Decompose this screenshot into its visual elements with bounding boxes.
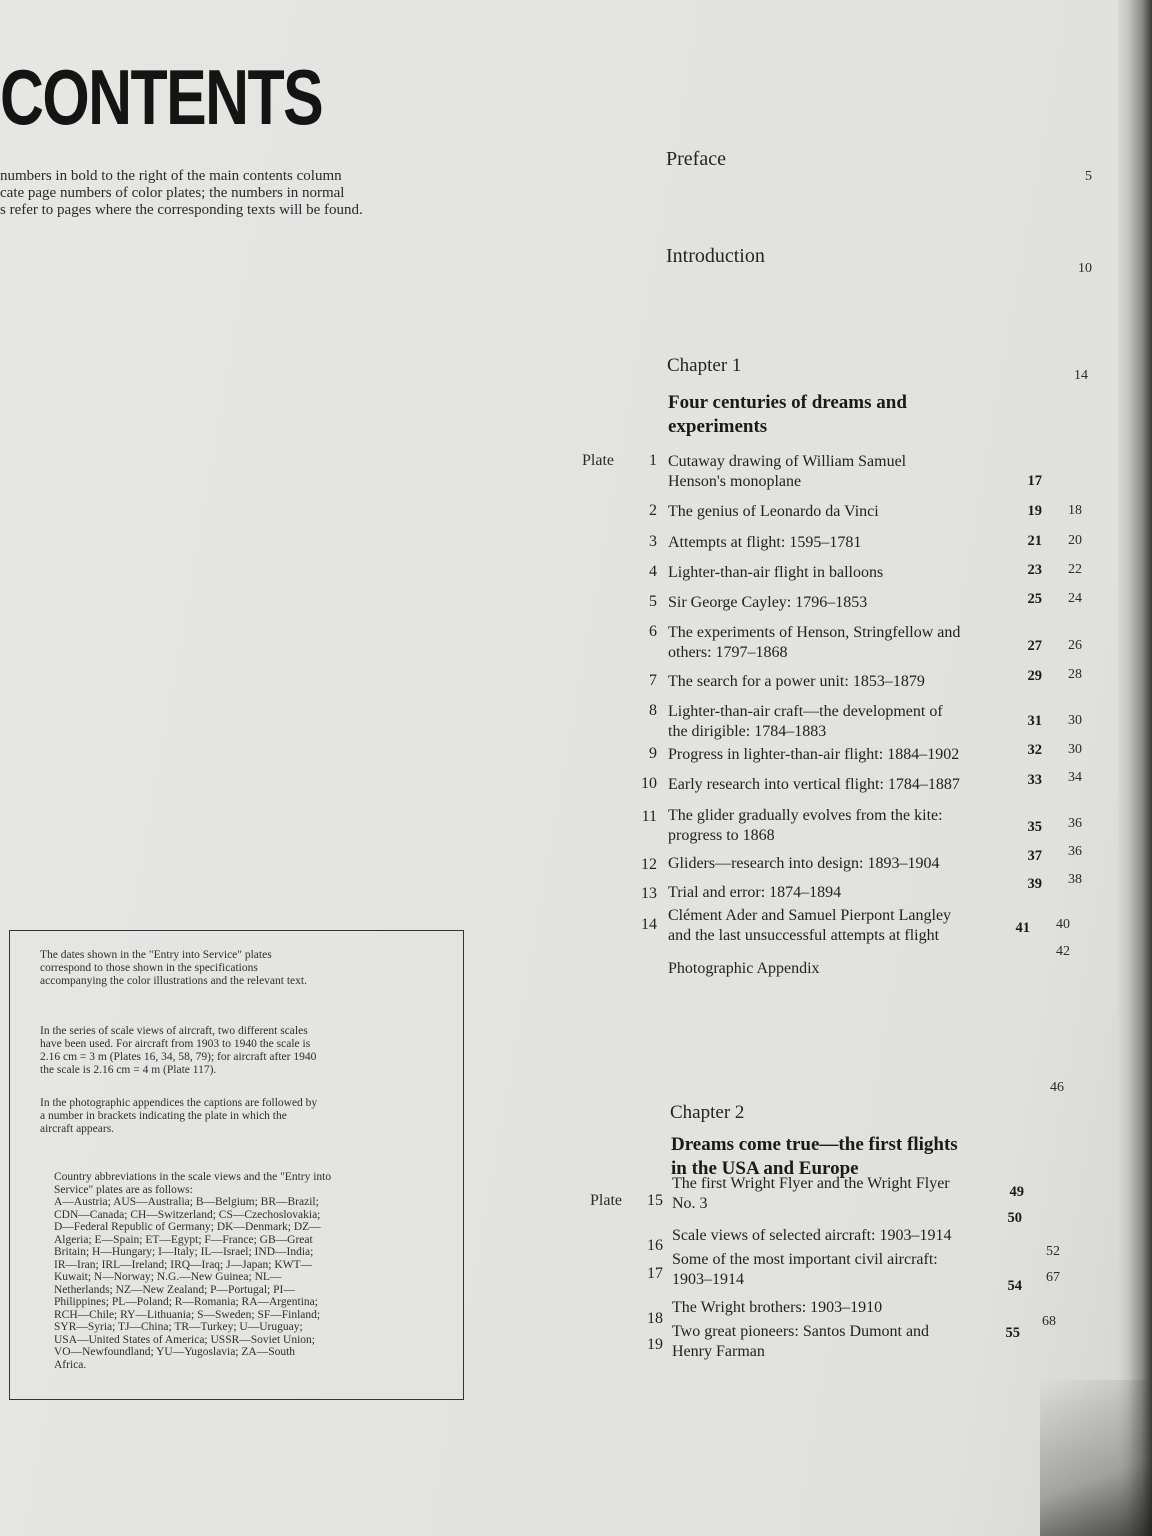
plate-number: 7 (649, 672, 657, 689)
plate-number: 5 (649, 593, 657, 610)
intro-note-line: cate page numbers of color plates; the numbers in normal (0, 185, 345, 201)
scale-note (40, 1025, 370, 1077)
note-line: IR—Iran; IRL—Ireland; IRQ—Iraq; J—Japan; KWT— (54, 1258, 313, 1271)
plate-title (672, 1174, 992, 1214)
photographic-appendix-page: 42 (1056, 944, 1070, 959)
plate-title (672, 1250, 992, 1290)
plate-title (672, 1298, 992, 1318)
plate-title (672, 1322, 992, 1362)
appendix-caption-note (40, 1097, 370, 1136)
plate-title (668, 702, 988, 742)
note-line: Kuwait; N—Norway; N.G.—New Guinea; NL— (54, 1271, 282, 1283)
note-line: VO—Newfoundland; YU—Yugoslavia; ZA—South (54, 1346, 296, 1358)
plate-title-line: Lighter-than-air flight in balloons (668, 564, 884, 581)
plate-title-line: Cutaway drawing of William Samuel (668, 453, 907, 470)
note-line: have been used. For aircraft from 1903 to 1940 the scale is (40, 1038, 311, 1050)
plate-title-line: Some of the most important civil aircraft: (672, 1251, 938, 1268)
plate-title (668, 906, 988, 946)
plate-title-line: The genius of Leonardo da Vinci (668, 503, 879, 520)
plate-title (668, 533, 988, 553)
plate-label: Plate (582, 452, 614, 469)
note-line: CDN—Canada; CH—Switzerland; CS—Czechoslovakia; (54, 1208, 321, 1221)
plate-title-line: The Wright brothers: 1903–1910 (672, 1299, 883, 1316)
plate-title-line: Henry Farman (672, 1343, 765, 1360)
plate-page: 39 (1027, 876, 1042, 892)
country-abbreviations-note (54, 1171, 384, 1371)
notes-box (9, 930, 464, 1400)
intro-note-line: numbers in bold to the right of the main contents column (0, 168, 342, 184)
plate-title-line: Trial and error: 1874–1894 (668, 884, 842, 901)
plate-page: 50 (1007, 1210, 1022, 1226)
introduction-label: Introduction (666, 245, 765, 267)
note-line: Africa. (54, 1358, 87, 1371)
plate-label: Plate (590, 1192, 622, 1209)
page-edge (1118, 0, 1152, 1536)
chapter-title-line: in the USA and Europe (671, 1158, 859, 1179)
page-shadow (1040, 1380, 1152, 1536)
note-line: In the series of scale views of aircraft, two different scales (40, 1025, 308, 1037)
note-line: USA—United States of America; USSR—Soviet Union; (54, 1333, 315, 1346)
note-line: 2.16 cm = 3 m (Plates 16, 34, 58, 79); for aircraft after 1940 (40, 1051, 317, 1063)
plate-number: 13 (641, 885, 657, 902)
plate-title-line: Attempts at flight: 1595–1781 (668, 534, 862, 551)
chapter-2-label: Chapter 2 (670, 1102, 745, 1123)
note-line: Philippines; PL—Poland; R—Romania; RA—Argentina; (54, 1296, 318, 1308)
note-line: In the photographic appendices the captions are followed by (40, 1097, 318, 1109)
plate-page: 27 (1027, 638, 1042, 654)
plate-page: 33 (1027, 772, 1042, 788)
plate-title (668, 806, 988, 846)
chapter-title-line: Four centuries of dreams and (668, 392, 907, 413)
plate-title-line: The glider gradually evolves from the kite: (668, 807, 943, 824)
plate-title (668, 745, 988, 765)
plate-page: 21 (1027, 533, 1042, 549)
note-line: Britain; H—Hungary; I—Italy; IL—Israel; IND—India; (54, 1246, 314, 1258)
plate-title (672, 1226, 992, 1246)
plate-number: 17 (647, 1265, 663, 1282)
text-page: 24 (1068, 591, 1082, 606)
plate-number: 3 (649, 533, 657, 550)
note-line: a number in brackets indicating the plate in which the (40, 1110, 287, 1122)
note-line: Netherlands; NZ—New Zealand; P—Portugal; PI— (54, 1283, 295, 1296)
plate-title-line: Two great pioneers: Santos Dumont and (672, 1323, 930, 1340)
photographic-appendix-label: Photographic Appendix (668, 960, 820, 977)
plate-title (668, 854, 988, 874)
plate-title (668, 452, 988, 492)
plate-number: 10 (641, 775, 657, 792)
plate-number: 9 (649, 745, 657, 762)
plate-title-line: Gliders—research into design: 1893–1904 (668, 855, 940, 872)
plate-number: 12 (641, 856, 657, 873)
text-page: 68 (1042, 1314, 1056, 1329)
plate-title-line: Sir George Cayley: 1796–1853 (668, 594, 868, 611)
chapter-2-page: 46 (1050, 1080, 1064, 1095)
plate-page: 25 (1027, 591, 1042, 607)
note-line: aircraft appears. (40, 1123, 115, 1135)
text-page: 30 (1068, 713, 1082, 728)
note-line: A—Austria; AUS—Australia; B—Belgium; BR—Brazil; (54, 1196, 319, 1208)
text-page: 40 (1056, 917, 1070, 932)
plate-page: 55 (1005, 1325, 1020, 1341)
text-page: 26 (1068, 638, 1082, 653)
note-line: RCH—Chile; RY—Lithuania; S—Sweden; SF—Finland; (54, 1308, 321, 1321)
plate-title-line: Lighter-than-air craft—the development of (668, 703, 943, 720)
chapter-title-line: Dreams come true—the first flights (671, 1134, 958, 1155)
plate-title-line: No. 3 (672, 1195, 708, 1212)
text-page: 30 (1068, 742, 1082, 757)
plate-title (668, 563, 988, 583)
note-line: The dates shown in the "Entry into Service" plates (40, 949, 272, 961)
note-line: Service" plates are as follows: (54, 1183, 193, 1196)
intro-note-line: s refer to pages where the corresponding texts will be found. (0, 202, 363, 218)
plate-number: 18 (647, 1310, 663, 1327)
plate-title (668, 672, 988, 692)
plate-title-line: Scale views of selected aircraft: 1903–1914 (672, 1227, 952, 1244)
plate-title-line: Progress in lighter-than-air flight: 1884–1902 (668, 746, 960, 763)
plate-number: 8 (649, 702, 657, 719)
plate-title-line: Clément Ader and Samuel Pierpont Langley (668, 907, 952, 924)
plate-title-line: Early research into vertical flight: 1784–1887 (668, 776, 960, 793)
intro-note (0, 168, 380, 219)
page-title: CONTENTS (0, 53, 323, 141)
preface-label: Preface (666, 148, 726, 170)
plate-number: 19 (647, 1336, 663, 1353)
text-page: 22 (1068, 562, 1082, 577)
plate-page: 31 (1027, 713, 1042, 729)
plate-title (668, 623, 988, 663)
introduction-page: 10 (1078, 261, 1092, 276)
plate-number: 14 (641, 916, 657, 933)
plate-title-line: and the last unsuccessful attempts at flight (668, 927, 940, 944)
plate-number: 15 (647, 1192, 663, 1209)
plate-page: 23 (1027, 562, 1042, 578)
chapter-1-title (668, 391, 907, 439)
note-line: Algeria; E—Spain; ET—Egypt; F—France; GB—Great (54, 1233, 313, 1246)
plate-number: 16 (647, 1237, 663, 1254)
text-page: 28 (1068, 667, 1082, 682)
plate-page: 41 (1015, 920, 1030, 936)
plate-title-line: The first Wright Flyer and the Wright Flyer (672, 1175, 950, 1192)
plate-title-line: 1903–1914 (672, 1271, 744, 1288)
text-page: 20 (1068, 533, 1082, 548)
note-line: SYR—Syria; TJ—China; TR—Turkey; U—Uruguay; (54, 1321, 303, 1333)
plate-page: 49 (1009, 1184, 1024, 1200)
plate-title-line: The experiments of Henson, Stringfellow and (668, 624, 961, 641)
plate-page: 17 (1027, 473, 1042, 489)
note-line: the scale is 2.16 cm = 4 m (Plate 117). (40, 1064, 217, 1076)
preface-page: 5 (1085, 169, 1092, 184)
plate-page: 35 (1027, 819, 1042, 835)
plate-title-line: Henson's monoplane (668, 473, 802, 490)
plate-page: 19 (1027, 503, 1042, 519)
text-page: 67 (1046, 1270, 1060, 1285)
note-line: D—Federal Republic of Germany; DK—Denmark; DZ— (54, 1221, 321, 1233)
plate-number: 4 (649, 563, 657, 580)
chapter-1-label: Chapter 1 (667, 355, 742, 376)
plate-number: 2 (649, 502, 657, 519)
plate-title (668, 883, 988, 903)
plate-title (668, 502, 988, 522)
text-page: 38 (1068, 872, 1082, 887)
text-page: 36 (1068, 844, 1082, 859)
plate-title (668, 775, 988, 795)
plate-title (668, 593, 988, 613)
text-page: 36 (1068, 816, 1082, 831)
text-page: 18 (1068, 503, 1082, 518)
chapter-title-line: experiments (668, 416, 768, 437)
chapter-1-page: 14 (1074, 368, 1088, 383)
plate-title-line: The search for a power unit: 1853–1879 (668, 673, 925, 690)
text-page: 34 (1068, 770, 1082, 785)
plate-title-line: others: 1797–1868 (668, 644, 788, 661)
plate-page: 37 (1027, 848, 1042, 864)
plate-title-line: progress to 1868 (668, 827, 775, 844)
note-line: correspond to those shown in the specifications (40, 962, 258, 974)
plate-number: 6 (649, 623, 657, 640)
note-line: accompanying the color illustrations and the relevant text. (40, 975, 307, 987)
plate-title-line: the dirigible: 1784–1883 (668, 723, 827, 740)
plate-page: 54 (1007, 1278, 1022, 1294)
plate-page: 32 (1027, 742, 1042, 758)
note-line: Country abbreviations in the scale views and the "Entry into (54, 1171, 332, 1183)
plate-number: 1 (649, 452, 657, 469)
text-page: 52 (1046, 1244, 1060, 1259)
plate-number: 11 (641, 808, 657, 825)
plate-page: 29 (1027, 668, 1042, 684)
dates-note (40, 949, 370, 988)
